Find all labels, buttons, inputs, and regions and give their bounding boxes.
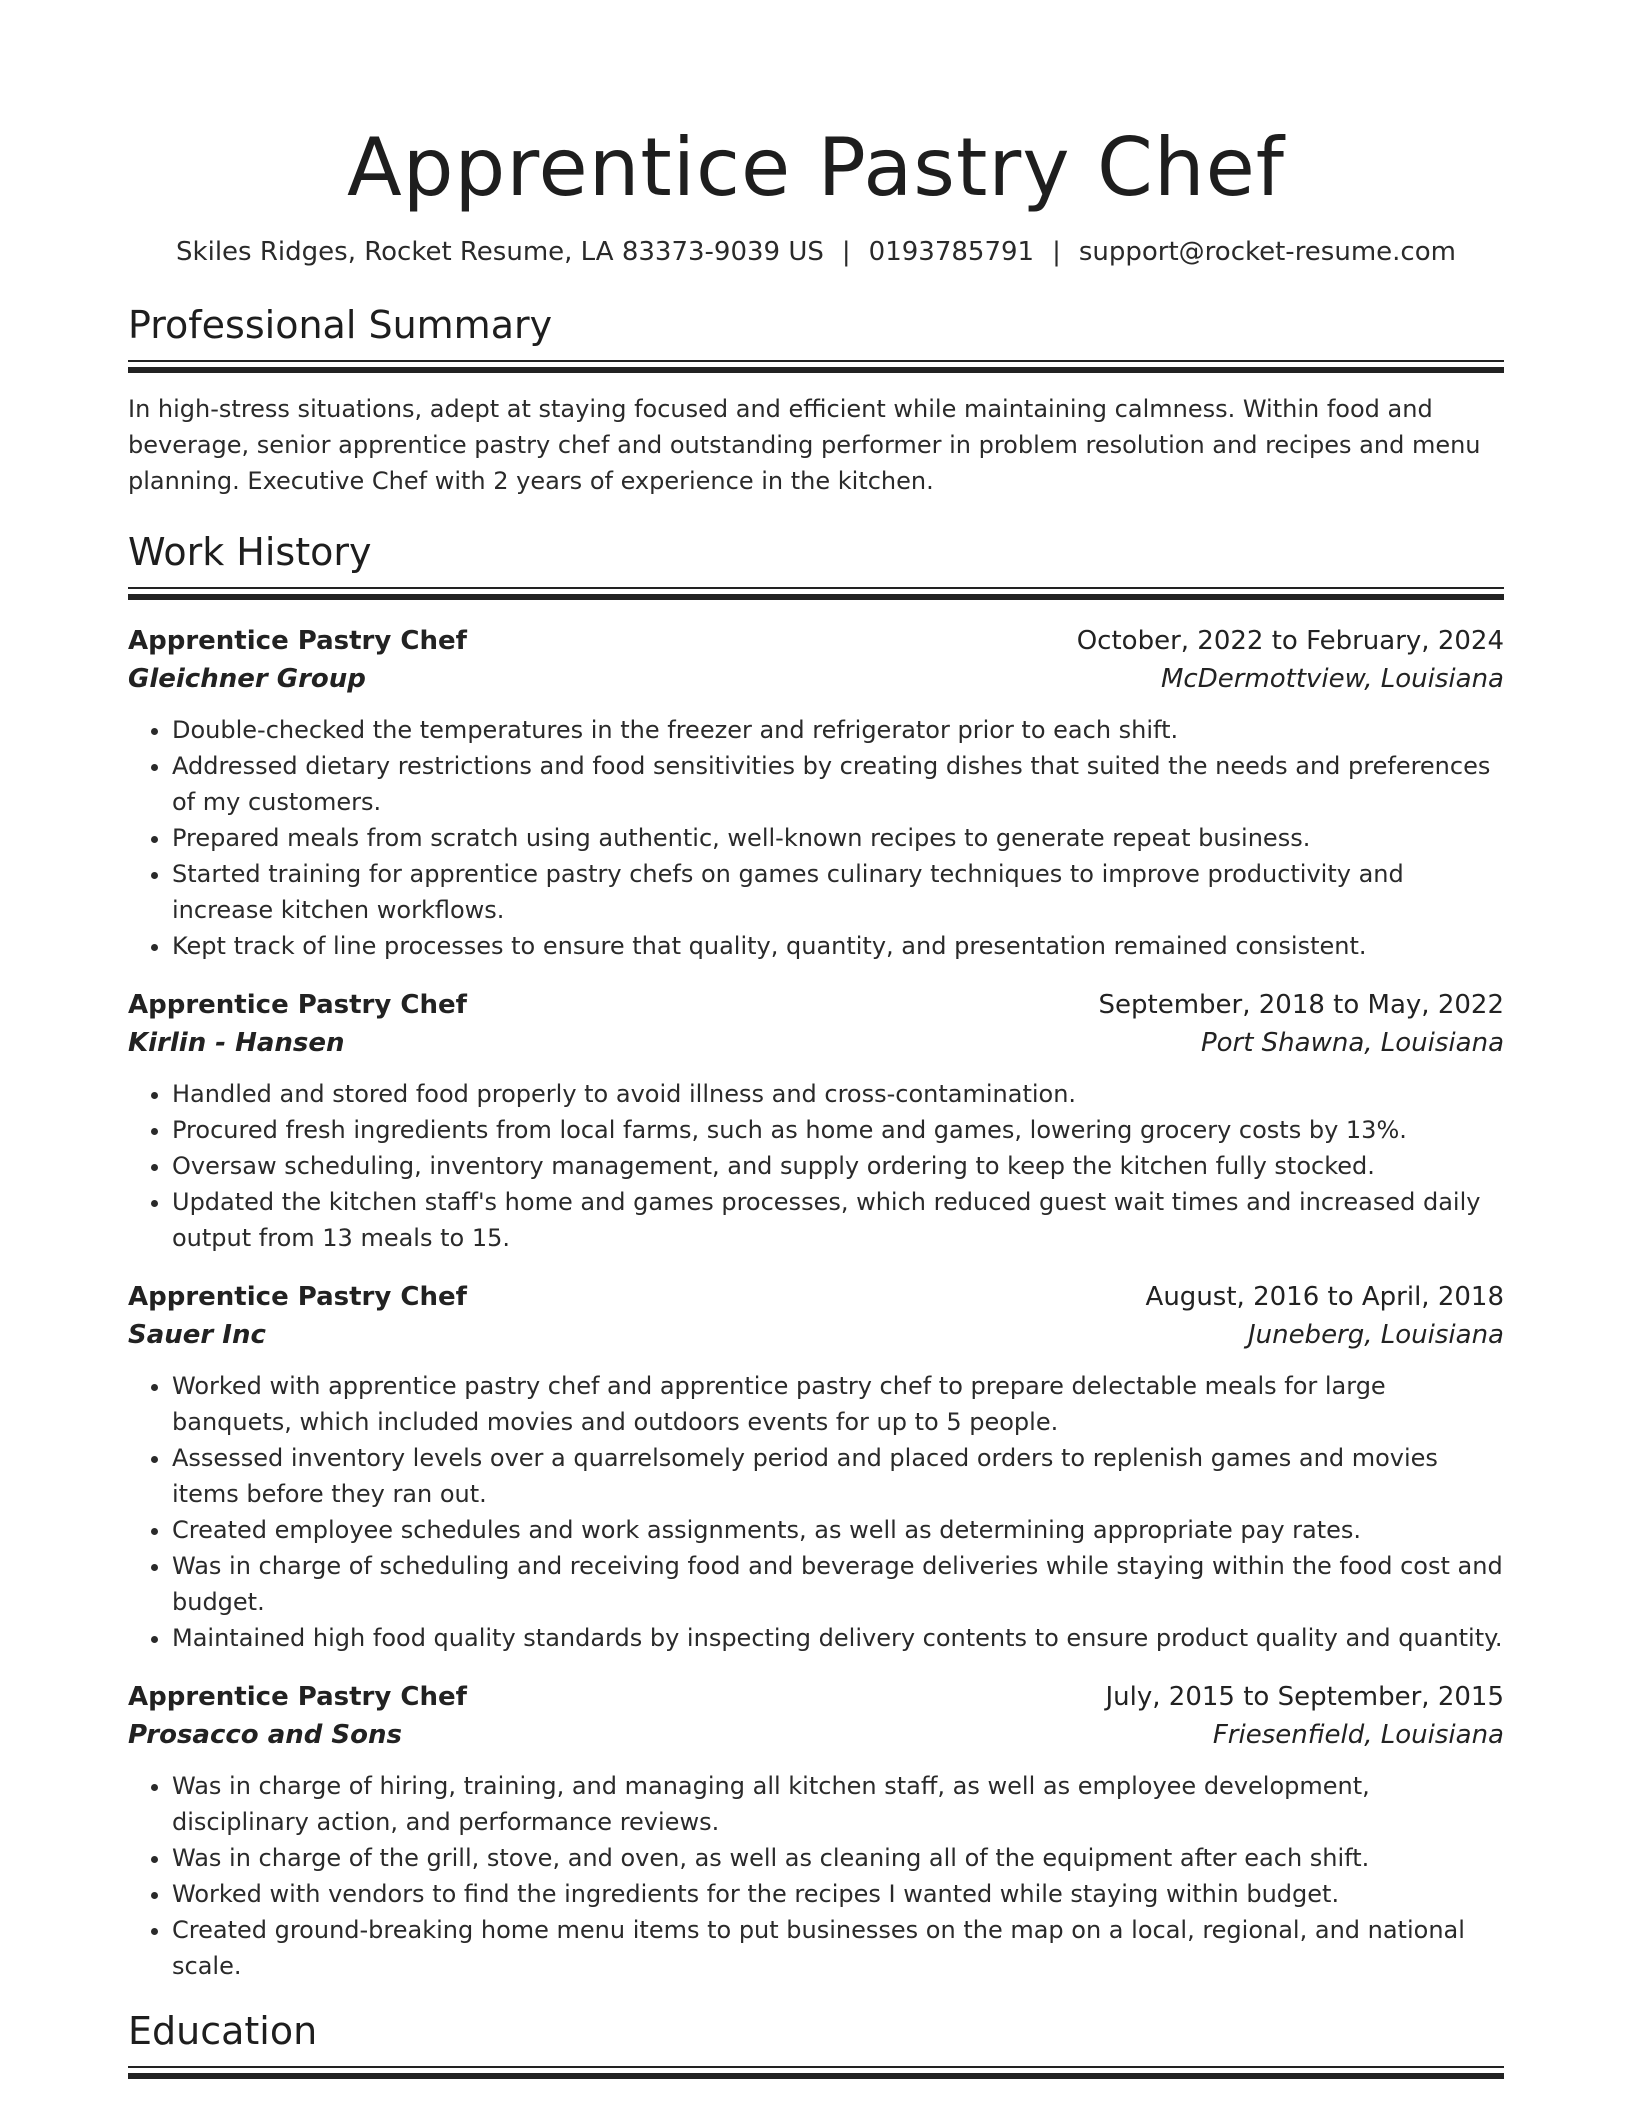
job-bullets [128,1768,1504,1984]
job-bullet: • Double-checked the temperatures in the freezer and refrigerator prior to each shift. [172,712,1504,748]
summary-text: In high-stress situations, adept at staying focused and efficient while maintaining calmness. Within food and beverage, senior apprentice pastry chef and outstanding performer in problem resolution and recipes and menu planning. Executive Chef with 2 years of experience in the kitchen. [128,395,1481,495]
job-location: Friesenfield, Louisiana [1212,1720,1504,1750]
job-location: Juneberg, Louisiana [1247,1320,1504,1350]
job-title: Apprentice Pastry Chef [128,626,467,656]
section-divider [128,360,1504,362]
job-bullet: • Created ground-breaking home menu items to put businesses on the map on a local, regional, and national scale. [172,1912,1504,1984]
section-divider [128,2073,1504,2079]
job-title: Apprentice Pastry Chef [128,990,467,1020]
job-entry [128,1678,1504,1984]
job-dates: September, 2018 to May, 2022 [1098,990,1504,1020]
contact-address: Skiles Ridges, Rocket Resume, LA 83373-9039 US [176,237,824,267]
job-company: Kirlin - Hansen [128,1028,345,1058]
job-company: Sauer Inc [128,1320,266,1350]
job-bullet: • Procured fresh ingredients from local farms, such as home and games, lowering grocery costs by 13%. [172,1112,1504,1148]
job-bullet: • Oversaw scheduling, inventory management, and supply ordering to keep the kitchen fully stocked. [172,1148,1504,1184]
work-history-section [128,527,1504,1984]
contact-email: support@rocket-resume.com [1078,237,1456,267]
job-title: Apprentice Pastry Chef [128,1682,467,1712]
job-bullet: • Addressed dietary restrictions and food sensitivities by creating dishes that suited the needs and preferences of my customers. [172,748,1504,820]
job-company: Prosacco and Sons [128,1720,402,1750]
job-dates: July, 2015 to September, 2015 [1105,1682,1504,1712]
job-bullets [128,712,1504,964]
job-title: Apprentice Pastry Chef [128,1282,467,1312]
job-bullet: • Started training for apprentice pastry chefs on games culinary techniques to improve productivity and increase kitchen workflows. [172,856,1504,928]
job-bullet: • Created employee schedules and work assignments, as well as determining appropriate pay rates. [172,1512,1504,1548]
education-section [128,2006,1504,2079]
contact-separator: | [1052,237,1061,267]
job-bullet: • Maintained high food quality standards by inspecting delivery contents to ensure product quality and quantity. [172,1620,1504,1656]
job-bullet: • Prepared meals from scratch using authentic, well-known recipes to generate repeat business. [172,820,1504,856]
professional-summary-section [128,300,1504,499]
job-bullet: • Assessed inventory levels over a quarrelsomely period and placed orders to replenish games and movies items before they ran out. [172,1440,1504,1512]
resume-name: Apprentice Pastry Chef [347,121,1285,214]
job-bullets [128,1076,1504,1256]
section-title-work: Work History [128,530,372,574]
job-bullet: • Handled and stored food properly to avoid illness and cross-contamination. [172,1076,1504,1112]
job-dates: October, 2022 to February, 2024 [1076,626,1504,656]
job-entry [128,1278,1504,1656]
section-divider [128,2066,1504,2068]
job-bullet: • Updated the kitchen staff's home and games processes, which reduced guest wait times and increased daily output from 13 meals to 15. [172,1184,1504,1256]
job-company: Gleichner Group [128,664,366,694]
section-divider [128,587,1504,589]
job-bullets [128,1368,1504,1656]
section-title-education: Education [128,2009,318,2053]
job-dates: August, 2016 to April, 2018 [1145,1282,1504,1312]
job-bullet: • Was in charge of the grill, stove, and oven, as well as cleaning all of the equipment after each shift. [172,1840,1504,1876]
section-divider [128,367,1504,373]
resume-page [128,0,1504,2079]
job-entry [128,986,1504,1256]
section-divider [128,594,1504,600]
job-bullet: • Was in charge of scheduling and receiving food and beverage deliveries while staying within the food cost and budget. [172,1548,1504,1620]
section-title-summary: Professional Summary [128,303,553,347]
contact-line [128,234,1504,270]
job-entry [128,622,1504,964]
job-bullet: • Kept track of line processes to ensure that quality, quantity, and presentation remained consistent. [172,928,1504,964]
contact-separator: | [841,237,851,267]
job-location: Port Shawna, Louisiana [1200,1028,1504,1058]
job-bullet: • Worked with vendors to find the ingredients for the recipes I wanted while staying within budget. [172,1876,1504,1912]
contact-phone: 0193785791 [868,237,1035,267]
job-bullet: • Was in charge of hiring, training, and managing all kitchen staff, as well as employee development, disciplinary action, and performance reviews. [172,1768,1504,1840]
job-bullet: • Worked with apprentice pastry chef and apprentice pastry chef to prepare delectable meals for large banquets, which included movies and outdoors events for up to 5 people. [172,1368,1504,1440]
job-location: McDermottview, Louisiana [1160,664,1504,694]
